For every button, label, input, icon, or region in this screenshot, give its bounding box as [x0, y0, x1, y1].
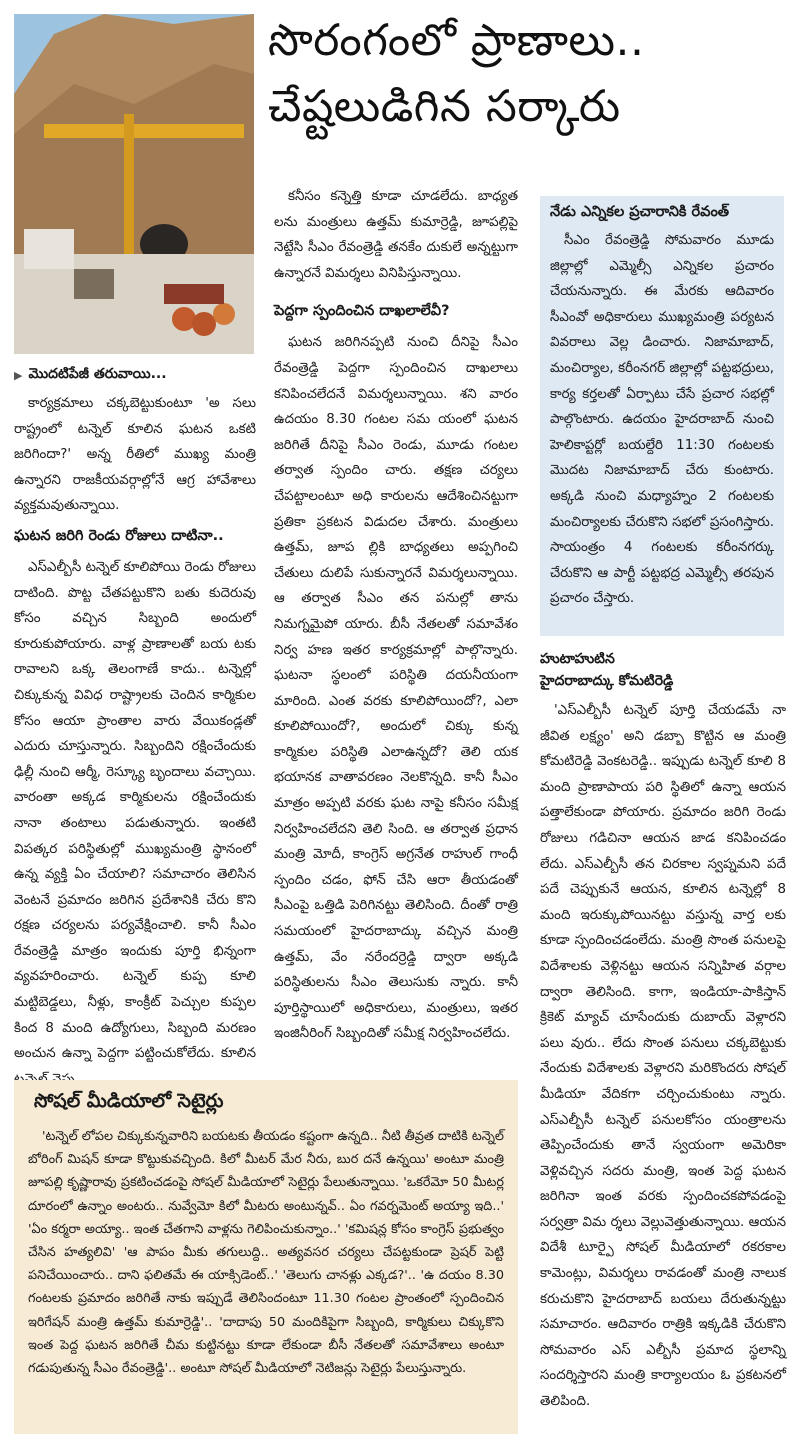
column-1: [14, 366, 256, 1094]
social-body: 'టన్నెల్ లోపల చిక్కుకున్నవారిని బయటకు తీయడం కష్టంగా ఉన్నది.. నీటి తీవ్రత దాటికి టన్నెల్ బోరింగ్ మిషన్ కూడా కొట్టుకువచ్చింది. కిలో మీటర్ మేర నీరు, బుర దనే ఉన్నయి' అంటూ మంత్రి జూపల్లి కృష్ణారావు ప్రకటించడంపై సోషల్ మీడియాలో సెటైర్లు పేలుతున్నాయి. 'ఒకరేమో 50 మీటర్ల దూరంలో ఉన్నాం అంటరు.. నువ్వేమో కిలో మీటరు అంటున్నవ్.. ఏం గవర్నమెంట్ అయ్యా ఇది..' 'ఏం కర్మరా అయ్యా.. ఇంత చేతగాని వాళ్లను గెలిపించుకున్నాం..' 'కమిషన్ల కోసం కాంగ్రెస్ ప్రభుత్వం చేసిన హత్యలివి' 'ఆ పాపం మీకు తగులుద్ది.. అత్యవసర చర్యలు చేపట్టకుండా ప్రెషర్ పెట్టి పనిచేయించారు.. దాని ఫలితమే ఈ యాక్సిడెంట్..' 'తెలుగు చానళ్లు ఎక్కడ?'.. 'ఉ దయం 8.30 గంటలకు ప్రమాదం జరిగితే నాకు ఇప్పుడే తెలిసిందంటూ 11.30 గంటల ప్రాంతంలో స్పందించిన ఇరిగేషన్ మంత్రి ఉత్తమ్ కుమార్రెడ్డి'.. 'దాదాపు 50 మందికిపైగా సిబ్బంది, కార్మికులు చిక్కుకొని ఇంత పెద్ద ఘటన జరిగితే చీమ కుట్టినట్టు కూడా లేకుండా బీసీ నేతలతో సమావేశాలు అంటూ గడుపుతున్న సీఎం రేవంత్రెడ్డి'.. అంటూ సోషల్ మీడియాలో నెటిజన్లు సెటైర్లు పేలుస్తున్నారు.: [28, 1129, 504, 1377]
column-1-intro: కార్యక్రమాలు చక్కబెట్టుకుంటూ 'అ సలు రాష్ట్రంలో టన్నెల్ కూలిన ఘటన ఒకటి జరిగిందా?' అన్న రీతిలో ముఖ్య మంత్రి ఉన్నారని రాజకీయవర్గాల్లోనే ఆగ్ర హావేశాలు వ్యక్తమవుతున్నాయి.: [14, 396, 256, 514]
column-1-body: ఎస్ఎల్బీసీ టన్నెల్ కూలిపోయి రెండు రోజులు దాటింది. పొట్ట చేతపట్టుకొని బతు కుదెరువు కోసం వచ్చిన సిబ్బంది అందులో కూరుకుపోయారు. వాళ్ల ప్రాణాలతో బయ టకు రావాలని ఒక్క తెలంగాణే కాదు.. టన్నెల్లో చిక్కుకున్న వివిధ రాష్ట్రాలకు చెందిన కార్మికుల కోసం ఆయా ప్రాంతాల వారు వేయికండ్లతో ఎదురు చూస్తున్నారు. సిబ్బందిని రక్షించేందుకు ఢిల్లీ నుంచి ఆర్మీ, రెస్క్యూ బృందాలు వచ్చాయి. వారంతా అక్కడ కార్మికులను రక్షించేందుకు నానా తంటాలు పడుతున్నారు. ఇంతటి విపత్కర పరిస్థితుల్లో ముఖ్యమంత్రి స్థానంలో ఉన్న వ్యక్తి ఏం చేయాలి? సమాచారం తెలిసిన వెంటనే ప్రమాదం జరిగిన ప్రదేశానికి చేరు కొని రక్షణ చర్యలను పర్యవేక్షించాలి. కానీ సీఎం రేవంత్రెడ్డి మాత్రం ఇందుకు పూర్తి భిన్నంగా వ్యవహరించారు. టన్నెల్ కుప్ప కూలి మట్టిబెడ్డలు, నీళ్లు, కాంక్రీట్ పెచ్చుల కుప్పల కింద 8 మంది ఉద్యోగులు, సిబ్బంది మరణం అంచున ఉన్నా పెద్దగా పట్టించుకోలేదు. కూలిన: [14, 559, 256, 1062]
continuation-label: మొదటిపేజీ తరువాయి...: [28, 366, 167, 382]
tunnel-photo-illustration: [14, 14, 254, 354]
social-media-box: [14, 1080, 518, 1434]
column-3-text: [540, 698, 786, 1415]
tunnel-photo: [14, 14, 254, 354]
column-2: [274, 184, 518, 1049]
sidebar-text: [550, 228, 774, 612]
column-2-text: [274, 184, 518, 1047]
social-text: [28, 1125, 504, 1380]
sidebar-box: [540, 196, 784, 636]
column-1-subhead: ఘటన జరిగి రెండు రోజులు దాటినా..: [14, 527, 224, 544]
column-2-body: ఘటన జరిగినప్పటి నుంచి దీనిపై సీఎం రేవంత్రెడ్డి పెద్దగా స్పందించిన దాఖలాలు కనిపించలేదనే విమర్శలున్నాయి. శని వారం ఉదయం 8.30 గంటల సమ యంలో ఘటన జరిగితే దీనిపై సీఎం రెండు, మూడు గంటల తర్వాత స్పందిం చారు. తక్షణ చర్యలు చేపట్టాలంటూ అధి కారులను ఆదేశించినట్టుగా ప్రతికా ప్రకటన విడుదల చేశారు. మంత్రులు ఉత్తమ్, జూప ల్లికి బాధ్యతలు అప్పగించి చేతులు దులిపే సుకున్నారనే విమర్శలున్నాయి. ఆ తర్వాత సీఎం తన పనుల్లో తాను నిమగ్నమైపో యారు. బీసీ నేతలతో సమావేశం నిర్వ హణ ఇతర కార్యక్రమాల్లో పాల్గొన్నారు. ఘటనా స్థలంలో పరిస్థితి దయనీయంగా మారింది. ఎంత వరకు కూలిపోయిందో?, ఎలా కూలిపోయిందో?, అందులో చిక్కు కున్న కార్మికుల పరిస్థితి ఎలాఉన్నదో? తెలి యక భయానక వాతావరణం నెలకొన్నది. కానీ సీఎం మాత్రం అప్పటి వరకు ఘట నాపై కనీసం సమీక్ష నిర్వహించలేదని తెలి సింది. ఆ తర్వాత ప్రధాన మంత్రి మోదీ, కాంగ్రెస్ అగ్రనేత రాహుల్ గాంధీ స్పందిం చడం, ఫోన్ చేసి ఆరా తీయడంతో సీఎంపై ఒత్తిడి పెరిగినట్టు తెలిసింది. దీంతో రాత్రి సమయంలో హైదరాబాద్కు వచ్చిన మంత్రి ఉత్తమ్, వేం నరేందర్రెడ్డి ద్వారా అక్కడి పరిస్థితులను సీఎం తెలుసుకు న్నారు. కానీ పూర్తిస్థాయిలో అధికారులు, మంత్రులు, ఇతర ఇంజినీరింగ్ సిబ్బందితో సమీక్ష నిర్వహించలేదు.: [274, 335, 518, 1042]
sidebar-title: నేడు ఎన్నికల ప్రచారానికి రేవంత్: [550, 204, 730, 220]
continuation-marker: [14, 366, 256, 385]
column-3-body: 'ఎస్ఎల్బీసీ టన్నెల్ పూర్తి చేయడమే నా జీవిత లక్ష్యం' అని డబ్బా కొట్టిన ఆ మంత్రి కోమటిరెడ్డి వెంకటరెడ్డి.. ఇప్పుడు టన్నెల్ కూలి 8 మంది ప్రాణాపాయ పరి స్థితిలో ఉన్నా ఆయన పత్తాలేకుండా పోయారు. ప్రమాదం జరిగి రెండు రోజులు గడిచినా ఆయన జాడ కనిపించడం లేదు. ఎస్ఎల్బీసీ తన చిరకాల స్వప్నమని పదే పదే చెప్పుకునే ఆయన, కూలిన టన్నెల్లో 8 మంది ఇరుక్కుపోయినట్టు వస్తున్న వార్త లకు కూడా స్పందించడంలేదు. మంత్రి సొంత పనులపై విదేశాలకు వెళ్లినట్టు ఆయన సన్నిహిత వర్గాల ద్వారా తెలిసింది. కాగా, ఇండియా-పాకిస్తాన్ క్రికెట్ మ్యాచ్ చూసేందుకు దుబాయ్ వెళ్లారని పలు వురు.. లేదు సొంత పనులు చక్కబెట్టుకు నేందుకు విదేశాలకు వెళ్లారని మరికొందరు సోషల్ మీడియా వేదికగా చర్చించుకుంటు న్నారు. ఎస్ఎల్బీసీ టన్నెల్ పనులకోసం యంత్రాలను తెప్పించేందుకు తానే స్వయంగా అమెరికా వెళ్లివచ్చిన సదరు మంత్రి, ఇంత పెద్ద ఘటన జరిగినా ఇంత వరకు స్పందించకపోవడంపై సర్వత్రా విమ ర్శలు వెల్లువెత్తుతున్నాయి. ఆయన విదేశీ టూర్పై సోషల్ మీడియాలో రకరకాల కామెంట్లు, విమర్శలు రావడంతో మంత్రి నాలుక కరుచుకొని హైదరాబాద్ బయలు దేరుతున్నట్టు సమాచారం. ఆదివారం రాత్రికి ఇక్కడికి చేరుకొని సోమవారం ఎస్ ఎల్బీసీ ప్రమాద స్థలాన్ని సందర్శిస్తారని మంత్రి కార్యాలయం ఓ ప్రకటనలో తెలిపింది.: [540, 703, 786, 1410]
column-1-text: [14, 391, 256, 1092]
headline-line-2: చేష్టలుడిగిన సర్కారు: [268, 81, 621, 132]
column-3-label-1: హుటాహుటిన: [540, 651, 615, 667]
column-2-top: కనీసం కన్నెత్తి కూడా చూడలేదు. బాధ్యత లను మంత్రులు ఉత్తమ్ కుమార్రెడ్డి, జూపల్లిపై నెట్టేసి సీఎం రేవంత్రెడ్డి తనకేం దుకులే అన్నట్టుగా ఉన్నారనే విమర్శలు వినిపిస్తున్నాయి.: [274, 189, 518, 281]
column-2-subhead: పెద్దగా స్పందించిన దాఖలాలేవీ?: [274, 303, 450, 320]
column-3: [540, 648, 786, 1417]
headline-line-1: సొరంగంలో ప్రాణాలు..: [268, 15, 645, 66]
social-title: సోషల్ మీడియాలో సెటైర్లు: [34, 1090, 224, 1112]
headline: [268, 8, 794, 140]
column-3-label-2: హైదరాబాద్కు కోమటిరెడ్డి: [540, 673, 674, 689]
triangle-right-icon: ▶: [14, 369, 23, 382]
sidebar-body: సీఎం రేవంత్రెడ్డి సోమవారం మూడు జిల్లాల్లో ఎమ్మెల్సీ ఎన్నికల ప్రచారం చేయనున్నారు. ఈ మేరకు ఆదివారం సీఎంవో అధికారులు ముఖ్యమంత్రి పర్యటన వివరాలు వెల్ల డించారు. నిజామాబాద్, మంచిర్యాల, కరీంనగర్ జిల్లాల్లో పట్టభద్రులు, కార్య కర్తలతో ఏర్పాటు చేసే ప్రచార సభల్లో పాల్గొంటారు. ఉదయం హైదరాబాద్ నుంచి హెలికాప్టర్లో బయల్దేరి 11:30 గంటలకు మొదట నిజామాబాద్ చేరు కుంటారు. అక్కడి నుంచి మధ్యాహ్నం 2 గంటలకు మంచిర్యాలకు చేరుకొని సభలో ప్రసంగిస్తారు. సాయంత్రం 4 గంటలకు కరీంనగర్కు చేరుకొని ఆ పార్టీ పట్టభద్ర ఎమ్మెల్సీ తరపున ప్రచారం చేస్తారు.: [550, 233, 774, 607]
